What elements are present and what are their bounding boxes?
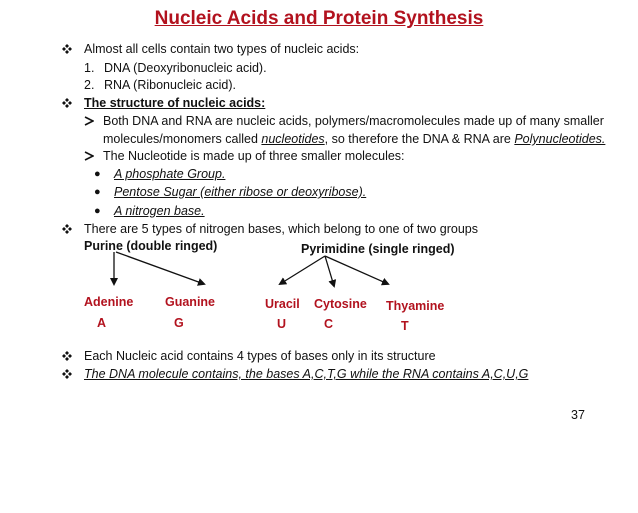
list-item: RNA (Ribonucleic acid).	[104, 78, 236, 92]
base-letter-uracil: U	[277, 317, 287, 331]
dot-bullet-icon: ●	[94, 186, 101, 198]
arrow-pyrimidine-to-uracil	[280, 256, 325, 284]
bullet-text: Almost all cells contain two types of nucleic acids:	[84, 42, 360, 56]
list-number: 1.	[84, 61, 95, 75]
list-item: DNA (Deoxyribonucleic acid).	[104, 61, 267, 75]
group-label-purine: Purine (double ringed)	[84, 239, 218, 253]
base-letter-cytosine: C	[324, 317, 334, 331]
page-title: Nucleic Acids and Protein Synthesis	[154, 8, 484, 29]
bullet-text: The DNA molecule contains, the bases A,C,T,G while the RNA contains A,C,U,G	[84, 367, 529, 381]
arrow-purine-to-guanine	[116, 252, 204, 284]
four-diamond-bullet-icon	[62, 351, 72, 361]
base-letter-adenine: A	[97, 316, 107, 330]
dot-bullet-icon: ●	[94, 205, 101, 217]
base-name-adenine: Adenine	[84, 295, 134, 309]
arrow-pyrimidine-to-thyamine	[325, 256, 388, 284]
section-heading: The structure of nucleic acids:	[84, 96, 266, 110]
dot-bullet-icon: ●	[94, 168, 101, 180]
group-label-pyrimidine: Pyrimidine (single ringed)	[301, 242, 455, 256]
bullet-text: Each Nucleic acid contains 4 types of bases only in its structure	[84, 349, 436, 363]
list-item: A nitrogen base.	[114, 204, 205, 218]
paragraph-line: The Nucleotide is made up of three smaller molecules:	[103, 149, 405, 163]
list-number: 2.	[84, 78, 95, 92]
page-number: 37	[571, 408, 585, 422]
paragraph-line: Both DNA and RNA are nucleic acids, polymers/macromolecules made up of many smaller	[103, 114, 604, 128]
term-polynucleotides: Polynucleotides.	[514, 132, 606, 146]
base-name-guanine: Guanine	[165, 295, 216, 309]
arrow-pyrimidine-to-cytosine	[325, 256, 334, 286]
text-run: molecules/monomers called	[103, 132, 262, 146]
four-diamond-bullet-icon	[62, 369, 72, 379]
base-letter-thyamine: T	[401, 319, 409, 333]
base-name-cytosine: Cytosine	[314, 297, 367, 311]
text-run: , so therefore the DNA & RNA are	[324, 132, 515, 146]
term-nucleotides: nucleotides	[261, 132, 325, 146]
list-item: Pentose Sugar (either ribose or deoxyribose).	[114, 185, 367, 199]
base-letter-guanine: G	[174, 316, 184, 330]
base-name-uracil: Uracil	[265, 297, 300, 311]
bullet-text: There are 5 types of nitrogen bases, which belong to one of two groups	[84, 222, 478, 236]
base-name-thyamine: Thyamine	[386, 299, 445, 313]
list-item: A phosphate Group.	[114, 167, 226, 181]
